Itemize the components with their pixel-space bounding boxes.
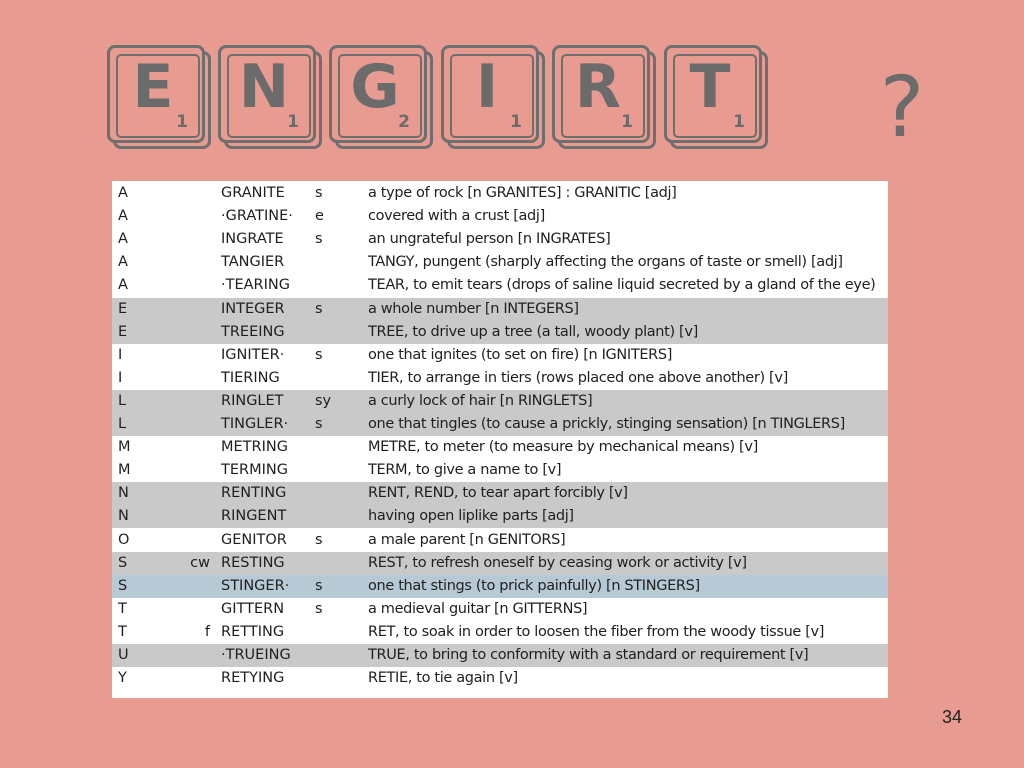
table-row[interactable] — [112, 182, 888, 205]
row-definition: one that ignites (to set on fire) [n IGNITERS] — [368, 346, 673, 363]
row-hook-letter: A — [118, 277, 128, 294]
row-word: RINGENT — [221, 508, 287, 525]
row-hook-letter: I — [118, 369, 123, 386]
word-list-table — [112, 181, 888, 698]
tile-score: 2 — [398, 112, 410, 132]
row-word: GITTERN — [221, 600, 285, 617]
table-row[interactable] — [112, 321, 888, 344]
row-word: RETYING — [221, 670, 285, 687]
row-back-hook: s — [315, 231, 323, 248]
row-definition: a type of rock [n GRANITES] : GRANITIC [adj] — [368, 185, 677, 201]
table-row[interactable] — [112, 667, 888, 690]
row-definition: TIER, to arrange in tiers (rows placed one above another) [v] — [368, 369, 788, 386]
table-row[interactable] — [112, 575, 888, 598]
row-definition: a male parent [n GENITORS] — [368, 531, 566, 548]
table-row[interactable] — [112, 529, 888, 552]
row-definition: having open liplike parts [adj] — [368, 508, 574, 525]
row-word: STINGER· — [221, 577, 290, 594]
tile-e — [107, 45, 207, 145]
row-definition: TEAR, to emit tears (drops of saline liquid secreted by a gland of the eye) — [368, 277, 876, 294]
row-hook-letter: A — [118, 208, 128, 225]
tile-score: 1 — [510, 112, 522, 132]
row-front-hook: f — [204, 623, 210, 640]
row-word: TANGIER — [221, 254, 285, 271]
table-row[interactable] — [112, 621, 888, 644]
row-hook-letter: M — [118, 462, 131, 479]
table-row[interactable] — [112, 251, 888, 274]
row-back-hook: s — [315, 300, 323, 317]
table-row[interactable] — [112, 552, 888, 575]
row-word: TREEING — [221, 323, 285, 340]
tile-letter: E — [132, 52, 174, 122]
row-hook-letter: S — [118, 577, 128, 594]
tile-i — [441, 45, 541, 145]
row-word: RETTING — [221, 623, 285, 640]
row-back-hook: s — [315, 416, 323, 432]
table-row[interactable] — [112, 482, 888, 505]
row-hook-letter: M — [118, 439, 131, 456]
question-mark: ? — [879, 58, 925, 156]
row-definition: RENT, REND, to tear apart forcibly [v] — [368, 485, 628, 502]
row-hook-letter: N — [118, 485, 129, 502]
row-definition: a whole number [n INTEGERS] — [368, 300, 579, 317]
row-hook-letter: A — [118, 185, 128, 201]
row-back-hook: s — [315, 577, 323, 594]
row-hook-letter: T — [118, 600, 127, 617]
table-row[interactable] — [112, 505, 888, 528]
row-word: ·GRATINE· — [221, 208, 293, 225]
row-definition: TRUE, to bring to conformity with a standard or requirement [v] — [368, 647, 809, 663]
table-row[interactable] — [112, 298, 888, 321]
table-row[interactable] — [112, 344, 888, 367]
row-definition: RETIE, to tie again [v] — [368, 670, 518, 687]
row-definition: TANGY, pungent (sharply affecting the organs of taste or smell) [adj] — [368, 254, 843, 271]
row-back-hook: s — [315, 185, 323, 201]
table-row[interactable] — [112, 459, 888, 482]
row-word: ·TRUEING — [221, 647, 291, 663]
row-hook-letter: L — [118, 416, 127, 432]
tile-letter: G — [350, 52, 400, 122]
row-back-hook: s — [315, 531, 323, 548]
row-word: INTEGER — [221, 300, 285, 317]
letter-tiles — [107, 45, 787, 155]
page-number: 34 — [941, 707, 962, 727]
table-row[interactable] — [112, 390, 888, 413]
row-definition: a curly lock of hair [n RINGLETS] — [368, 392, 593, 409]
tile-score: 1 — [733, 112, 745, 132]
row-back-hook: e — [315, 208, 324, 225]
row-hook-letter: T — [118, 623, 127, 640]
table-row[interactable] — [112, 228, 888, 251]
row-hook-letter: S — [118, 554, 128, 571]
row-hook-letter: I — [118, 346, 123, 363]
row-word: GENITOR — [221, 531, 287, 548]
row-word: TINGLER· — [221, 416, 289, 432]
tile-score: 1 — [287, 112, 299, 132]
row-back-hook: s — [315, 346, 323, 363]
row-word: METRING — [221, 439, 288, 456]
row-definition: RET, to soak in order to loosen the fiber from the woody tissue [v] — [368, 623, 825, 640]
table-row[interactable] — [112, 436, 888, 459]
row-front-hook: cw — [190, 554, 210, 571]
row-definition: an ungrateful person [n INGRATES] — [368, 231, 611, 248]
row-definition: TREE, to drive up a tree (a tall, woody plant) [v] — [368, 323, 698, 340]
row-word: TERMING — [221, 462, 288, 479]
row-word: IGNITER· — [221, 346, 285, 363]
row-hook-letter: A — [118, 254, 128, 271]
tile-score: 1 — [176, 112, 188, 132]
row-hook-letter: E — [118, 323, 128, 340]
row-back-hook: sy — [315, 392, 332, 409]
tile-g — [329, 45, 429, 145]
tile-letter: I — [475, 52, 499, 122]
row-back-hook: s — [315, 600, 323, 617]
row-definition: TERM, to give a name to [v] — [368, 462, 562, 479]
tile-letter: T — [689, 52, 731, 122]
row-word: ·TEARING — [221, 277, 290, 294]
table-row[interactable] — [112, 274, 888, 297]
row-hook-letter: O — [118, 531, 130, 548]
row-hook-letter: L — [118, 392, 127, 409]
row-hook-letter: N — [118, 508, 129, 525]
row-hook-letter: A — [118, 231, 128, 248]
table-row[interactable] — [112, 367, 888, 390]
tile-t — [664, 45, 764, 145]
row-definition: a medieval guitar [n GITTERNS] — [368, 600, 588, 617]
row-word: RENTING — [221, 485, 287, 502]
row-hook-letter: U — [118, 647, 129, 663]
row-word: RESTING — [221, 554, 285, 571]
tile-score: 1 — [621, 112, 633, 132]
row-hook-letter: E — [118, 300, 128, 317]
tile-letter: N — [238, 52, 290, 122]
tile-letter: R — [574, 52, 622, 122]
tile-r — [552, 45, 652, 145]
table-row[interactable] — [112, 205, 888, 228]
row-word: INGRATE — [221, 231, 284, 248]
row-definition: METRE, to meter (to measure by mechanical means) [v] — [368, 439, 758, 456]
row-hook-letter: Y — [118, 670, 127, 687]
row-word: TIERING — [221, 369, 280, 386]
tile-n — [218, 45, 318, 145]
table-row[interactable] — [112, 644, 888, 667]
row-definition: one that tingles (to cause a prickly, stinging sensation) [n TINGLERS] — [368, 416, 845, 432]
row-definition: covered with a crust [adj] — [368, 208, 545, 225]
row-definition: REST, to refresh oneself by ceasing work or activity [v] — [368, 554, 747, 571]
row-definition: one that stings (to prick painfully) [n STINGERS] — [368, 577, 700, 594]
table-row[interactable] — [112, 598, 888, 621]
row-word: GRANITE — [221, 185, 285, 201]
row-word: RINGLET — [221, 392, 284, 409]
table-row[interactable] — [112, 413, 888, 436]
